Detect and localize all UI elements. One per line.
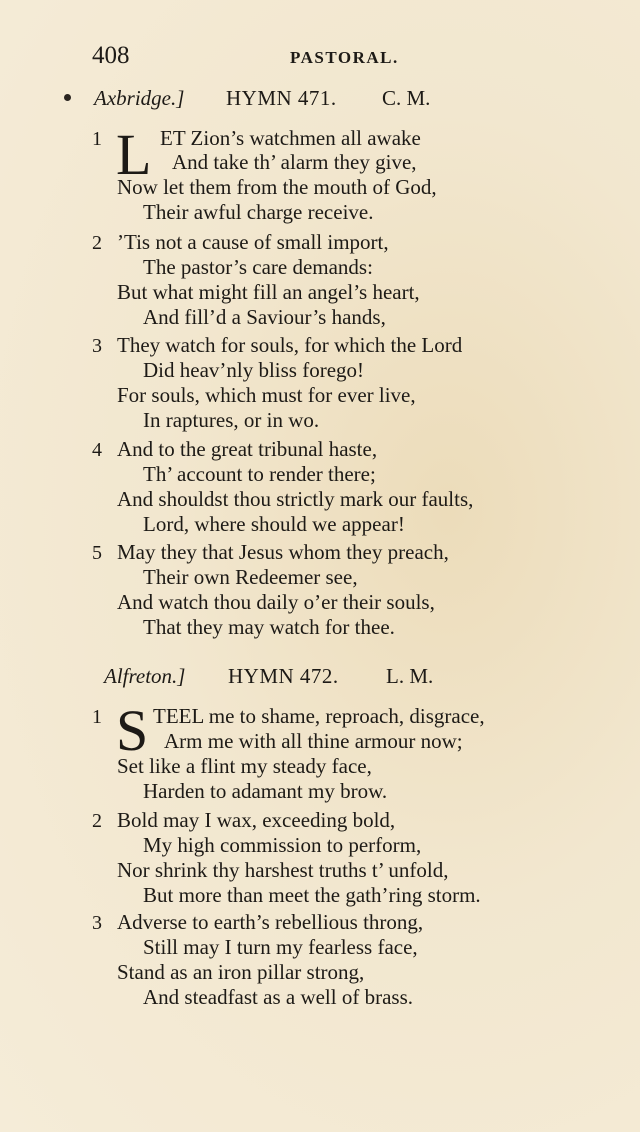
verse-line: And steadfast as a well of brass. bbox=[143, 985, 414, 1009]
verse-line: Set like a flint my steady face, bbox=[117, 754, 372, 778]
section-title: PASTORAL. bbox=[290, 48, 399, 67]
verse-line: ET Zion’s watchmen all awake bbox=[160, 126, 421, 150]
tune-name: Axbridge.] bbox=[94, 86, 185, 110]
verse-line: For souls, which must for ever live, bbox=[117, 383, 416, 407]
verse-line: Harden to adamant my brow. bbox=[143, 779, 388, 803]
verse-line: And take th’ alarm they give, bbox=[172, 150, 417, 174]
verse-line: Their awful charge receive. bbox=[143, 200, 374, 224]
hymn-meter: L. M. bbox=[386, 664, 434, 688]
verse-line: Arm me with all thine armour now; bbox=[164, 729, 463, 753]
bullet-mark bbox=[64, 94, 71, 101]
stanza-number: 5 bbox=[92, 542, 102, 564]
verse-line: Lord, where should we appear! bbox=[143, 512, 405, 536]
tune-name: Alfreton.] bbox=[104, 664, 186, 688]
verse-line: ’Tis not a cause of small import, bbox=[117, 230, 389, 254]
verse-line: And to the great tribunal haste, bbox=[117, 437, 378, 461]
verse-line: Did heav’nly bliss forego! bbox=[143, 358, 365, 382]
verse-line: Their own Redeemer see, bbox=[143, 565, 358, 589]
verse-line: Now let them from the mouth of God, bbox=[117, 175, 437, 199]
verse-line: In raptures, or in wo. bbox=[143, 408, 320, 432]
verse-line: Stand as an iron pillar strong, bbox=[117, 960, 365, 984]
verse-line: And watch thou daily o’er their souls, bbox=[117, 590, 435, 614]
stanza-number: 3 bbox=[92, 335, 102, 357]
hymn-heading bbox=[0, 86, 640, 116]
verse-line: And fill’d a Saviour’s hands, bbox=[143, 305, 386, 329]
verse-line: TEEL me to shame, reproach, disgrace, bbox=[153, 704, 485, 728]
verse-line: They watch for souls, for which the Lord bbox=[117, 333, 463, 357]
verse-line: But what might fill an angel’s heart, bbox=[117, 280, 420, 304]
verse-line: And shouldst thou strictly mark our faults, bbox=[117, 487, 474, 511]
verse-line: The pastor’s care demands: bbox=[143, 255, 373, 279]
stanza-number: 2 bbox=[92, 232, 102, 254]
stanza-number: 3 bbox=[92, 912, 102, 934]
verse-line: That they may watch for thee. bbox=[143, 615, 395, 639]
verse-line: May they that Jesus whom they preach, bbox=[117, 540, 449, 564]
hymn-number: HYMN 472. bbox=[228, 664, 339, 688]
verse-line: Bold may I wax, exceeding bold, bbox=[117, 808, 396, 832]
hymn-number: HYMN 471. bbox=[226, 86, 337, 110]
page-number: 408 bbox=[92, 42, 130, 69]
verse-line: But more than meet the gath’ring storm. bbox=[143, 883, 481, 907]
drop-cap: S bbox=[116, 698, 149, 763]
verse-line: Still may I turn my fearless face, bbox=[143, 935, 418, 959]
drop-cap: L bbox=[116, 122, 152, 187]
verse-line: My high commission to perform, bbox=[143, 833, 422, 857]
stanza-number: 1 bbox=[92, 128, 102, 150]
verse-line: Th’ account to render there; bbox=[143, 462, 376, 486]
stanza-number: 1 bbox=[92, 706, 102, 728]
stanza-number: 4 bbox=[92, 439, 102, 461]
hymn-meter: C. M. bbox=[382, 86, 431, 110]
running-head bbox=[92, 42, 562, 74]
verse-line: Nor shrink thy harshest truths t’ unfold, bbox=[117, 858, 449, 882]
verse-line: Adverse to earth’s rebellious throng, bbox=[117, 910, 424, 934]
hymn-heading bbox=[0, 664, 640, 694]
stanza-number: 2 bbox=[92, 810, 102, 832]
